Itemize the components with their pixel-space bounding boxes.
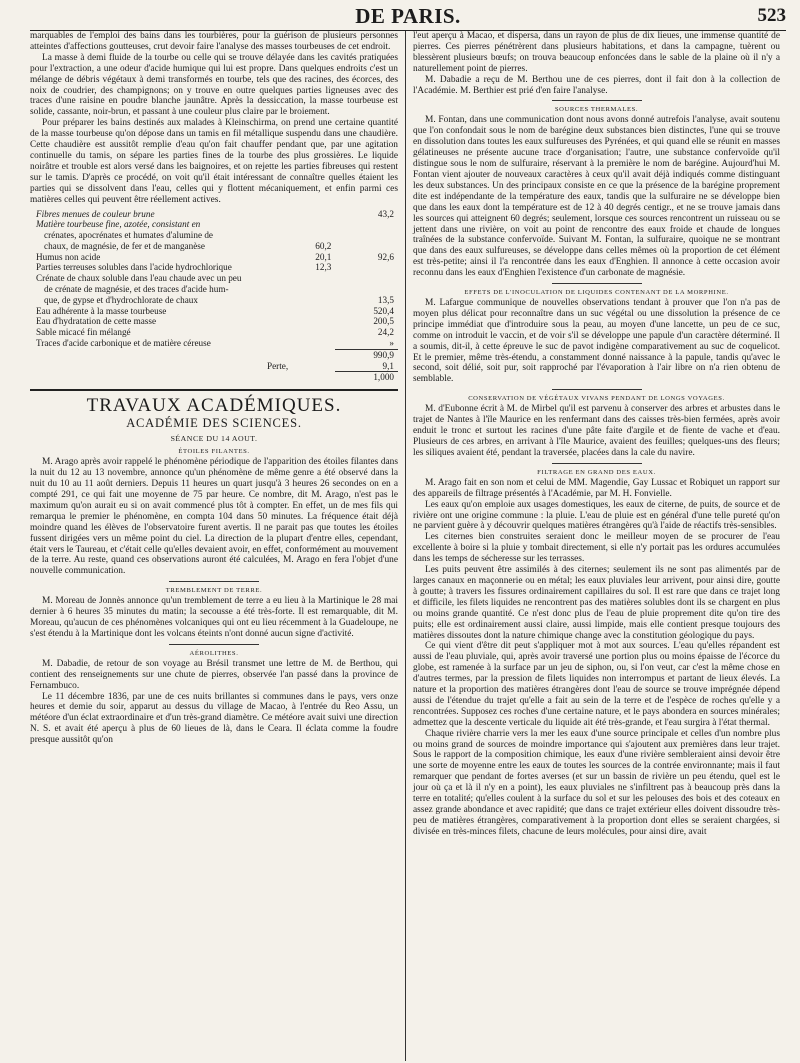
paragraph: M. Dabadie a reçu de M. Berthou une de ces pierres, dont il fait don à la collection de l'Académie. M. Berthier est prié d'en faire l'analyse. <box>413 74 780 96</box>
composition-row <box>30 252 398 263</box>
component-value: 43,2 <box>377 208 394 219</box>
component-subvalue <box>292 338 335 349</box>
component-subvalue: 20,1 <box>315 251 332 262</box>
perte-label: Perte, <box>266 360 289 371</box>
component-value <box>335 284 398 295</box>
component-label: crénates, apocrénates et humates d'alumine de <box>44 230 213 241</box>
left-column <box>30 31 405 1061</box>
component-label: de crénate de magnésie, et des traces d'acide hum- <box>44 284 229 295</box>
academy-title: ACADÉMIE DES SCIENCES. <box>126 416 302 431</box>
component-subvalue <box>292 230 335 241</box>
component-value: 520,4 <box>373 305 394 316</box>
perte-value: 9,1 <box>382 360 394 371</box>
paragraph: l'eut aperçu à Macao, et dispersa, dans un rayon de plus de dix lieues, une immense quantité de pierres. Ces pierres pénétrèrent dans plusieurs habitations, et dans la campagne, tuèrent ou blessèrent plusieurs bœufs; on trouva beaucoup enfoncées dans le sable de la plaine où il n'y a naturellement point de pierres. <box>413 31 780 74</box>
article-rule <box>552 100 642 101</box>
paragraph: M. Dabadie, de retour de son voyage au Brésil transmet une lettre de M. de Berthou, qui contient des renseignements sur une chute de pierres, observée l'an passé dans la province de Fernambuco. <box>30 658 398 691</box>
composition-row <box>30 230 398 241</box>
tremblement-article <box>30 596 398 640</box>
sources-article <box>413 115 780 279</box>
aerolithes-article <box>30 659 398 746</box>
component-value: 24,2 <box>377 327 394 338</box>
composition-row <box>30 219 398 230</box>
composition-row <box>30 327 398 338</box>
composition-table <box>30 209 398 384</box>
component-value <box>335 262 398 273</box>
component-subvalue <box>292 295 335 306</box>
paragraph: M. Fontan, dans une communication dont nous avons donné autrefois l'analyse, avait soutenu que l'on confondait sous le nom de barégine deux substances bien distinctes, l'une qui se trouve en dissolution dans toutes les eaux sulfureuses des Pyrénées, et qui quand elle se réunit en masses gélatineuses ne présente aucune trace d'organisation; l'autre, une substance confervoïde qu'il distingue sous le nom de sulfuraire, réservant à la première le nom de barégine. Aujourd'hui M. Fontan vient ajouter de nouveaux caractères à ceux qu'il avait déjà indiqués comme distinguant les deux substances. Un des principaux consiste en ce que la présence de la barégine proprement dite est indépendante de la température des eaux, tandis que la sulfuraire ne se développe bien que dans les eaux dont la température est de 12 à 40 degrés centigr., et ne se trouve jamais dans les sources qui atteignent 60 degrés; seulement, lorsque ces sources rencontrent un ruisseau ou se jettent dans une rivière, on voit au point de rencontre des eaux froide et chaude de longues traînées de la substance confervoïde. Suivant M. Fontan, la sulfuraire, quoique ne se montrant que dans des eaux sulfureuses, se développe dans celles mêmes où la proportion de cet élément est très-petite; ainsi il l'a rencontrée dans les eaux d'Enghien. Il annonce à cette occasion avoir reconnu dans les eaux d'Enghien l'existence d'un carbonate de magnésie. <box>413 115 780 279</box>
etoiles-article <box>30 457 398 577</box>
vegetaux-article <box>413 404 780 459</box>
subtotal-row <box>30 349 398 360</box>
page-header <box>30 4 786 31</box>
component-subvalue <box>292 316 335 327</box>
composition-row <box>30 209 398 220</box>
paragraph: M. d'Eubonne écrit à M. de Mirbel qu'il est parvenu à conserver des arbres et arbustes dans le trajet de Nantes à l'île Maurice en les renfermant dans des caisses très-bien fermées, après avoir enduit le tronc et surtout les racines d'une pâte faite d'argile et de fiente de vache et d'eau. Plusieurs de ces arbres, en arrivant à l'île Maurice, avaient des feuilles; quelques-uns des fleurs; les siliques avaient été, pendant la traversée, placées dans la cale du navire. <box>413 404 780 458</box>
component-label: Eau adhérente à la masse tourbeuse <box>36 305 167 316</box>
component-value <box>335 219 398 230</box>
component-value: 92,6 <box>377 251 394 262</box>
article-rule <box>552 389 642 390</box>
composition-row <box>30 273 398 284</box>
columns <box>30 31 786 1061</box>
composition-row <box>30 284 398 295</box>
component-label: chaux, de magnésie, de fer et de manganèse <box>44 240 205 251</box>
component-subvalue <box>292 209 335 220</box>
component-label: Traces d'acide carbonique et de matière céreuse <box>36 338 211 349</box>
paragraph: La masse à demi fluide de la tourbe ou celle qui se trouve délayée dans les cavités pratiquées pour l'extraction, a une odeur d'acide humique qui lui est propre. Dans quelques endroits c'est un mélange de débris végétaux à demi transformés en tourbe, tels que des racines, des écorces, des noix de coudrier, des champignons; on y trouve en outre quelques parties ligneuses avec des traces d'une raisine en poudre blanche jaunâtre. Après la dessiccation, la masse tourbeuse est solide, cassante, noir-brun, et passant à une couleur plus claire par le broiement. <box>30 52 398 118</box>
perte-row <box>30 361 398 372</box>
left-intro <box>30 31 398 206</box>
paragraph: Les eaux qu'on emploie aux usages domestiques, les eaux de citerne, de puits, de source et de rivière ont une origine commune : la pluie. L'eau de pluie est en général d'une telle pureté qu'on ne parvient guère à y découvrir quelques matières étrangères qu'à l'aide de réactifs très-sensibles. <box>413 499 780 532</box>
component-label: Humus non acide <box>36 251 101 262</box>
morphine-heading: EFFETS DE L'INOCULATION DE LIQUIDES CONTENANT DE LA MORPHINE. <box>464 289 729 297</box>
component-subvalue <box>292 284 335 295</box>
component-label: Fibres menues de couleur brune <box>36 208 155 219</box>
seance-date: SÉANCE DU 14 AOUT. <box>170 434 258 444</box>
tremblement-heading: TREMBLEMENT DE TERRE. <box>165 587 263 595</box>
section-divider <box>30 389 398 391</box>
paragraph: M. Arago après avoir rappelé le phénomène périodique de l'apparition des étoiles filantes dans la nuit du 12 au 13 novembre, annonce qu'un phénomène de même genre a été observé dans la nuit du 10 au 11 août derniers. Depuis 11 heures un quart jusqu'à 3 heures 26 secondes on en a compté 291, ce qui fait une moyenne de 75 par heure. Ce nombre, dit M. Arago, n'est pas le maximum qu'on aurait eu si on avait commencé plus tôt à compter. En effet, un de mes fils qui remarqua le premier le phénomène, en compta 104 dans 50 minutes. La fréquence était déjà moindre quand les élèves de l'observatoire furent avertis. Il ne parait pas que toutes les étoiles fussent dirigées vers un même point du ciel. La direction de la plupart d'entre elles, cependant, était vers le Taureau, et c'était celle qu'elles devaient avoir, en effet, conformément au mouvement de la terre. Au reste, quand ces observations auront été calculées, M. Arago en fera l'objet d'une nouvelle communication. <box>30 457 398 577</box>
paragraph: M. Arago fait en son nom et celui de MM. Magendie, Gay Lussac et Robiquet un rapport sur des appareils de filtrage présentés à l'Académie, par M. H. Fonvielle. <box>413 477 780 499</box>
morphine-article <box>413 298 780 385</box>
composition-row <box>30 262 398 273</box>
paragraph: M. Moreau de Jonnès annonce qu'un tremblement de terre a eu lieu à la Martinique le 28 mai dernier à 6 heures 35 minutes du matin; la secousse a été très-forte. Il est remarquable, dit M. Moreau, qu'aucun de ces phénomènes volcaniques qui ont eu lieu récemment à la Guadeloupe, ne s'est étendu à la Martinique dont les volcans éteints n'ont donné aucun signe d'activité. <box>30 596 398 639</box>
paragraph: marquables de l'emploi des bains dans les tourbières, pour la guérison de plusieurs personnes atteintes d'affections goutteuses, crut devoir faire l'analyse des masses tourbeuses de cet endroit. <box>30 31 398 52</box>
component-subvalue <box>292 327 335 338</box>
paragraph: Les citernes bien construites seraient donc le meilleur moyen de se procurer de l'eau excellente à boire si la pluie y tombait directement, si elle n'y portait pas les ordures accumulées dans les temps de sécheresse sur les terrasses. <box>413 532 780 565</box>
composition-row <box>30 316 398 327</box>
component-value: 13,5 <box>377 294 394 305</box>
component-subvalue <box>292 273 335 284</box>
paragraph: M. Lafargue communique de nouvelles observations tendant à prouver que l'on n'a pas de moyen plus délicat pour reconnaître dans un suc végétal ou une dissolution la présence de ce principe immédiat que d'introduire sous la peau, au moyen d'une lancette, un peu de ce suc, comme on introduit le vaccin, et de voir s'il se développe une papule d'un caractère déterminé. Il a soumis, dit-il, à cette épreuve le suc de pavot indigène comparativement au suc de coquelicot. Et le premier, même très-étendu, a constamment donné naissance à la papule, tandis qu'avec le second, soit délié, soit pur, soit rapproché par l'évaporation à l'air libre on n'a rien obtenu de semblable. <box>413 298 780 385</box>
component-label: Sable micacé fin mélangé <box>36 327 131 338</box>
total-row <box>30 372 398 383</box>
composition-row <box>30 295 398 306</box>
section-title: TRAVAUX ACADÉMIQUES. <box>86 395 342 417</box>
article-rule <box>169 581 259 582</box>
filtrage-article <box>413 478 780 838</box>
component-subvalue <box>292 306 335 317</box>
composition-row <box>30 241 398 252</box>
aerolithes-heading: AÉROLITHES. <box>189 649 239 657</box>
running-title: DE PARIS. <box>355 4 461 28</box>
paragraph: Pour préparer les bains destinés aux malades à Kleinschirma, on prend une certaine quantité de la masse tourbeuse qu'on dépose dans un tamis en fil métallique suspendu dans une chaudière. Cette chaudière est aussitôt remplie d'eau qu'on fait chauffer pendant que, par une agitation continuelle du tamis, on sépare les parties fines de la tourbe des plus grossières. Le liquide noirâtre et trouble est alors versé dans les baignoires, et on rejette les parties fibreuses qui restent sur le tamis. D'après ce procédé, on voit qu'il était intéressant de connaître quelles étaient les parties qui se dissolvent dans l'eau, celles qui y flottent mécaniquement, et enfin parmi ces matières celles qui peuvent être réellement actives. <box>30 118 398 205</box>
component-value <box>335 230 398 241</box>
component-subvalue <box>292 219 335 230</box>
paragraph: Chaque rivière charrie vers la mer les eaux d'une source principale et celles d'un nombre plus ou moins grand de sources de moindre importance qui s'ajoutent aux premières dans leur trajet. Sous le rapport de la composition chimique, les eaux d'une rivière sembleraient ainsi devoir être une sorte de moyenne entre les eaux de toutes les sources de la contrée environnante; mais il faut remarquer que pendant de fortes averses (et sur un bassin de rivière un peu étendu, quel est le jour où ça et là il n'y en a point), les eaux pluviales ne s'infiltrent pas à beaucoup près dans la terre en totalité; qu'elles coulent à la surface du sol et sur les pelouses des bois et des coteaux en assez grande abondance et avec rapidité; que dans ce trajet extérieur elles doivent dissoudre très-peu de matières étrangères, comparativement à la proportion dont elles se seraient chargées, si divisée en très-minces filets, chacune de leurs molécules, pour ainsi dire, avait <box>413 728 780 837</box>
composition-row <box>30 306 398 317</box>
component-label: que, de gypse et d'hydrochlorate de chaux <box>44 294 198 305</box>
vegetaux-heading: CONSERVATION DE VÉGÉTAUX VIVANS PENDANT DE LONGS VOYAGES. <box>468 395 725 403</box>
article-rule <box>552 463 642 464</box>
page-number: 523 <box>757 5 786 26</box>
component-value: » <box>389 338 394 349</box>
paragraph: Les puits peuvent être assimilés à des citernes; seulement ils ne sont pas alimentés par de larges canaux en maçonnerie ou en métal; les eaux pluviales leur arrivent, pour ainsi dire, goutte à goutte; à travers les fissures ordinairement capillaires du sol. Il est rare que dans ce trajet long et difficile, les filets liquides ne rencontrent pas des matières solubles dont ils se chargent en plus ou moins grande quantité. Ce n'est donc plus de l'eau de pluie proprement dite qu'on tire des puits; elle est ordinairement aussi claire, aussi limpide, mais elle contient presque toujours des matières dissoutes dont la nature chimique change avec la constitution géologique du pays. <box>413 565 780 641</box>
component-value <box>335 273 398 284</box>
component-value <box>335 241 398 252</box>
component-label: Parties terreuses solubles dans l'acide hydrochlorique <box>36 262 232 273</box>
article-rule <box>169 644 259 645</box>
component-label: Eau d'hydratation de cette masse <box>36 316 157 327</box>
filtrage-heading: FILTRAGE EN GRAND DES EAUX. <box>537 468 656 476</box>
component-value: 200,5 <box>373 316 394 327</box>
total-value: 1,000 <box>335 372 398 383</box>
composition-row <box>30 338 398 349</box>
right-intro <box>413 31 780 96</box>
article-rule <box>552 283 642 284</box>
subtotal-value: 990,9 <box>335 349 398 360</box>
paragraph: Le 11 décembre 1836, par une de ces nuits brillantes si communes dans le pays, vers onze heures et demie du soir, apparut au dessus du village de Macao, à l'entrée du Reo Assu, un météore d'un éclat extraordinaire et d'un très-grand diamètre. Ce météore avait suivi une direction N. S. et avait été aperçu à plus de 60 lieues de là, dans le Ceara. Il éclata comme la foudre presque aussitôt qu'on <box>30 691 398 746</box>
component-subvalue: 12,3 <box>315 262 332 273</box>
right-column <box>405 31 780 1061</box>
component-subvalue: 60,2 <box>315 240 332 251</box>
component-label: Matière tourbeuse fine, azotée, consistant en <box>36 219 201 230</box>
sources-heading: SOURCES THERMALES. <box>554 106 639 114</box>
component-label: Crénate de chaux soluble dans l'eau chaude avec un peu <box>36 273 242 284</box>
paragraph: Ce qui vient d'être dit peut s'appliquer mot à mot aux sources. L'eau qu'elles répandent est aussi de l'eau pluviale, qui, après avoir traversé une portion plus ou moins épaisse de l'écorce du globe, est ramenée à la surface par un jeu de siphon, ou, si l'on veut, car c'est la même chose en d'autres termes, par la pression de filets liquides non interrompus et partant de lieux élevés. La nature et la proportion des matières étrangères dont l'eau de source se trouve imprégnée dépend aussi de l'étendue du trajet qu'elle a fait au sein de la terre et de l'espèce de roches qu'elle y a rencontrées. Supposez ces roches d'une certaine nature, et le pays abondera en sources minérales; admettez que la descente verticale du liquide ait été très-grande, et l'eau surgira à l'état thermal. <box>413 641 780 728</box>
etoiles-heading: ÉTOILES FILANTES. <box>178 448 250 456</box>
